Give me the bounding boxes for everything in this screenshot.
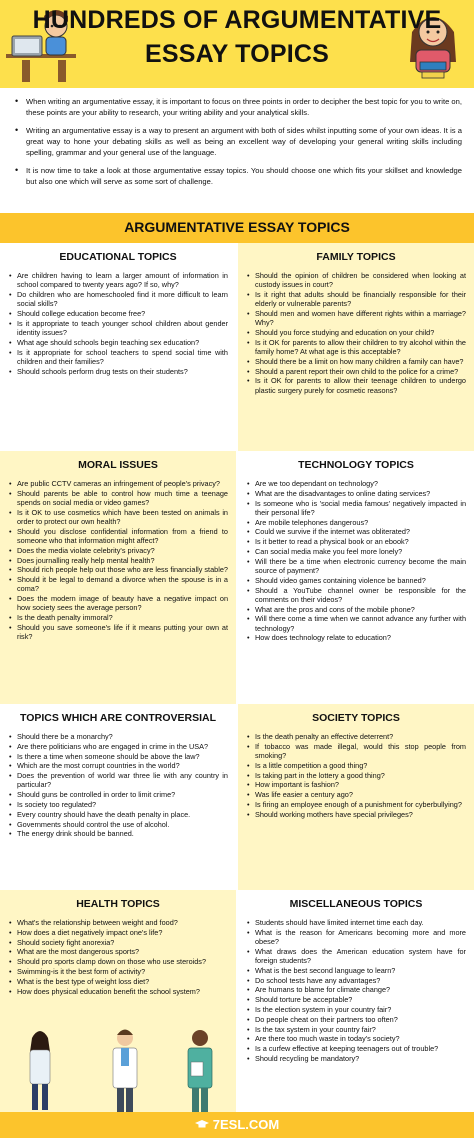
list-item: • Is firing an employee enough of a punishment for cyberbullying? [246, 800, 466, 809]
family-topics-list [246, 271, 466, 395]
list-item: • Is the death penalty an effective deterrent? [246, 732, 466, 741]
moral-issues-heading: MORAL ISSUES [78, 459, 158, 471]
list-item: • Should working mothers have special privileges? [246, 810, 466, 819]
list-item: • Should rich people help out those who are less financially stable? [8, 565, 228, 574]
list-item: • Is it OK for parents to allow their teenage children to undergo plastic surgery purely for cosmetic reasons? [246, 376, 466, 394]
intro-paragraph: • When writing an argumentative essay, it is important to focus on three points in order to decipher the best topic for you to write on, these points are your ability to research, your writing ability and your analytical skills. [12, 96, 462, 118]
list-item: • Are there too much waste in today's society? [246, 1034, 466, 1043]
list-item: • Could we survive if the internet was obliterated? [246, 527, 466, 536]
health-professionals-illustration [20, 1018, 230, 1118]
list-item: • Are we too dependant on technology? [246, 479, 466, 488]
list-item: • Should parents be able to control how much time a teenage spends on social media or video games? [8, 489, 228, 507]
technology-topics-heading: TECHNOLOGY TOPICS [298, 459, 414, 471]
educational-topics-list [8, 271, 228, 376]
list-item: • Should college education become free? [8, 309, 228, 318]
list-item: • Is the election system in your country fair? [246, 1005, 466, 1014]
list-item: • Does the prevention of world war three lie with any country in particular? [8, 771, 228, 789]
miscellaneous-topics-heading: MISCELLANEOUS TOPICS [289, 898, 423, 910]
list-item: • Is society too regulated? [8, 800, 228, 809]
controversial-topics-heading: TOPICS WHICH ARE CONTROVERSIAL [19, 712, 216, 724]
page-title-line-2: ESSAY TOPICS [145, 40, 329, 68]
list-item: • Is the death penalty immoral? [8, 613, 228, 622]
list-item: • Can social media make you feel more lonely? [246, 547, 466, 556]
miscellaneous-topics-panel [238, 890, 474, 1112]
list-item: • Will there come a time when we cannot advance any further with technology? [246, 614, 466, 632]
list-item: • Should it be legal to demand a divorce when the spouse is in a coma? [8, 575, 228, 593]
list-item: • Are there politicians who are engaged in crime in the USA? [8, 742, 228, 751]
list-item: • Should you disclose confidential information from a friend to someone who that information might affect? [8, 527, 228, 545]
list-item: • Should guns be controlled in order to limit crime? [8, 790, 228, 799]
list-item: • Should men and women have different rights within a marriage? Why? [246, 309, 466, 327]
technology-topics-panel [238, 451, 474, 704]
society-topics-heading: SOCIETY TOPICS [312, 712, 400, 724]
list-item: • Which are the most corrupt countries in the world? [8, 761, 228, 770]
page-title-line-1: HUNDREDS OF ARGUMENTATIVE [32, 6, 442, 34]
list-item: • Should there be a monarchy? [8, 732, 228, 741]
list-item: • Is the tax system in your country fair? [246, 1025, 466, 1034]
list-item: • What's the relationship between weight and food? [8, 918, 228, 927]
list-item: • Does the modern image of beauty have a negative impact on how society sees the average person? [8, 594, 228, 612]
moral-issues-panel [0, 451, 236, 704]
list-item: • Is it better to read a physical book or an ebook? [246, 537, 466, 546]
list-item: • Every country should have the death penalty in place. [8, 810, 228, 819]
list-item: • Was life easier a century ago? [246, 790, 466, 799]
list-item: • Should you force studying and education on your child? [246, 328, 466, 337]
list-item: • Is it OK for parents to allow their children to try alcohol within the family home? At what age is this acceptable? [246, 338, 466, 356]
intro-paragraph: • It is now time to take a look at those argumentative essay topics. You should choose one which fits your skillset and knowledge but also one which will serve as some sort of challenge. [12, 165, 462, 187]
list-item: • Is it right that adults should be financially responsible for their elderly or vulnerable parents? [246, 290, 466, 308]
list-item: • Should a YouTube channel owner be responsible for the comments on their videos? [246, 586, 466, 604]
list-item: • Is someone who is 'social media famous' negatively impacted in their personal life? [246, 499, 466, 517]
list-item: • Should there be a limit on how many children a family can have? [246, 357, 466, 366]
list-item: • What are the disadvantages to online dating services? [246, 489, 466, 498]
list-item: • Swimming-is it the best form of activity? [8, 967, 228, 976]
society-topics-list [246, 732, 466, 819]
list-item: • What is the best type of weight loss diet? [8, 977, 228, 986]
list-item: • Do school tests have any advantages? [246, 976, 466, 985]
list-item: • What is the reason for Americans becoming more and more obese? [246, 928, 466, 946]
list-item: • How does physical education benefit the school system? [8, 987, 228, 996]
moral-issues-list [8, 479, 228, 641]
list-item: • What draws does the American education system have for foreign students? [246, 947, 466, 965]
list-item: • Is it appropriate for school teachers to spend social time with children and their families? [8, 348, 228, 366]
controversial-topics-panel [0, 704, 236, 890]
list-item: • Is a curfew effective at keeping teenagers out of trouble? [246, 1044, 466, 1053]
list-item: • What age should schools begin teaching sex education? [8, 338, 228, 347]
list-item: • Do people cheat on their partners too often? [246, 1015, 466, 1024]
column-divider [236, 243, 238, 1113]
miscellaneous-topics-list [246, 918, 466, 1063]
list-item: • Will there be a time when electronic currency become the main source of payment? [246, 557, 466, 575]
section-band-title: ARGUMENTATIVE ESSAY TOPICS [124, 219, 350, 235]
list-item: • What are the most dangerous sports? [8, 947, 228, 956]
list-item: • Should society fight anorexia? [8, 938, 228, 947]
list-item: • Should you save someone's life if it means putting your own at risk? [8, 623, 228, 641]
list-item: • The energy drink should be banned. [8, 829, 228, 838]
list-item: • Are public CCTV cameras an infringement of people's privacy? [8, 479, 228, 488]
family-topics-heading: FAMILY TOPICS [316, 251, 396, 263]
intro-paragraph: • Writing an argumentative essay is a way to present an argument with both of sides whilst inputting some of your own ideas. It is a great way to hone your debating skills as well as being an excellent way of developing your general writing skills including spelling, grammar and your general use of the language. [12, 125, 462, 158]
brand-logo [0, 1117, 474, 1132]
health-topics-list [8, 918, 228, 996]
graduation-cap-icon [195, 1120, 209, 1130]
list-item: • Should a parent report their own child to the police for a crime? [246, 367, 466, 376]
list-item: • Is it appropriate to teach younger school children about gender identity issues? [8, 319, 228, 337]
educational-topics-panel [0, 243, 236, 451]
intro-list [12, 96, 462, 194]
list-item: • How does a diet negatively impact one's life? [8, 928, 228, 937]
list-item: • Is there a time when someone should be above the law? [8, 752, 228, 761]
list-item: • Is a little competition a good thing? [246, 761, 466, 770]
list-item: • Is taking part in the lottery a good thing? [246, 771, 466, 780]
list-item: • How does technology relate to education? [246, 633, 466, 642]
brand-name: 7ESL.COM [212, 1117, 280, 1132]
list-item: • Should the opinion of children be considered when looking at custody issues in court? [246, 271, 466, 289]
list-item: • Does the media violate celebrity's privacy? [8, 546, 228, 555]
list-item: • How important is fashion? [246, 780, 466, 789]
list-item: • Does journalling really help mental health? [8, 556, 228, 565]
list-item: • Should pro sports clamp down on those who use steroids? [8, 957, 228, 966]
list-item: • Is it OK to use cosmetics which have been tested on animals in order to protect our own health? [8, 508, 228, 526]
list-item: • Are children having to learn a larger amount of information in school compared to twenty years ago? If so, why? [8, 271, 228, 289]
list-item: • Do children who are homeschooled find it more difficult to learn social skills? [8, 290, 228, 308]
list-item: • Should schools perform drug tests on their students? [8, 367, 228, 376]
society-topics-panel [238, 704, 474, 890]
health-topics-heading: HEALTH TOPICS [76, 898, 160, 910]
technology-topics-list [246, 479, 466, 643]
list-item: • Should video games containing violence be banned? [246, 576, 466, 585]
controversial-topics-list [8, 732, 228, 839]
family-topics-panel [238, 243, 474, 451]
educational-topics-heading: EDUCATIONAL TOPICS [59, 251, 177, 263]
list-item: • Students should have limited internet time each day. [246, 918, 466, 927]
list-item: • Should recycling be mandatory? [246, 1054, 466, 1063]
list-item: • What are the pros and cons of the mobile phone? [246, 605, 466, 614]
list-item: • Should torture be acceptable? [246, 995, 466, 1004]
list-item: • If tobacco was made illegal, would this stop people from smoking? [246, 742, 466, 760]
list-item: • Are mobile telephones dangerous? [246, 518, 466, 527]
list-item: • Governments should control the use of alcohol. [8, 820, 228, 829]
list-item: • Are humans to blame for climate change? [246, 985, 466, 994]
list-item: • What is the best second language to learn? [246, 966, 466, 975]
